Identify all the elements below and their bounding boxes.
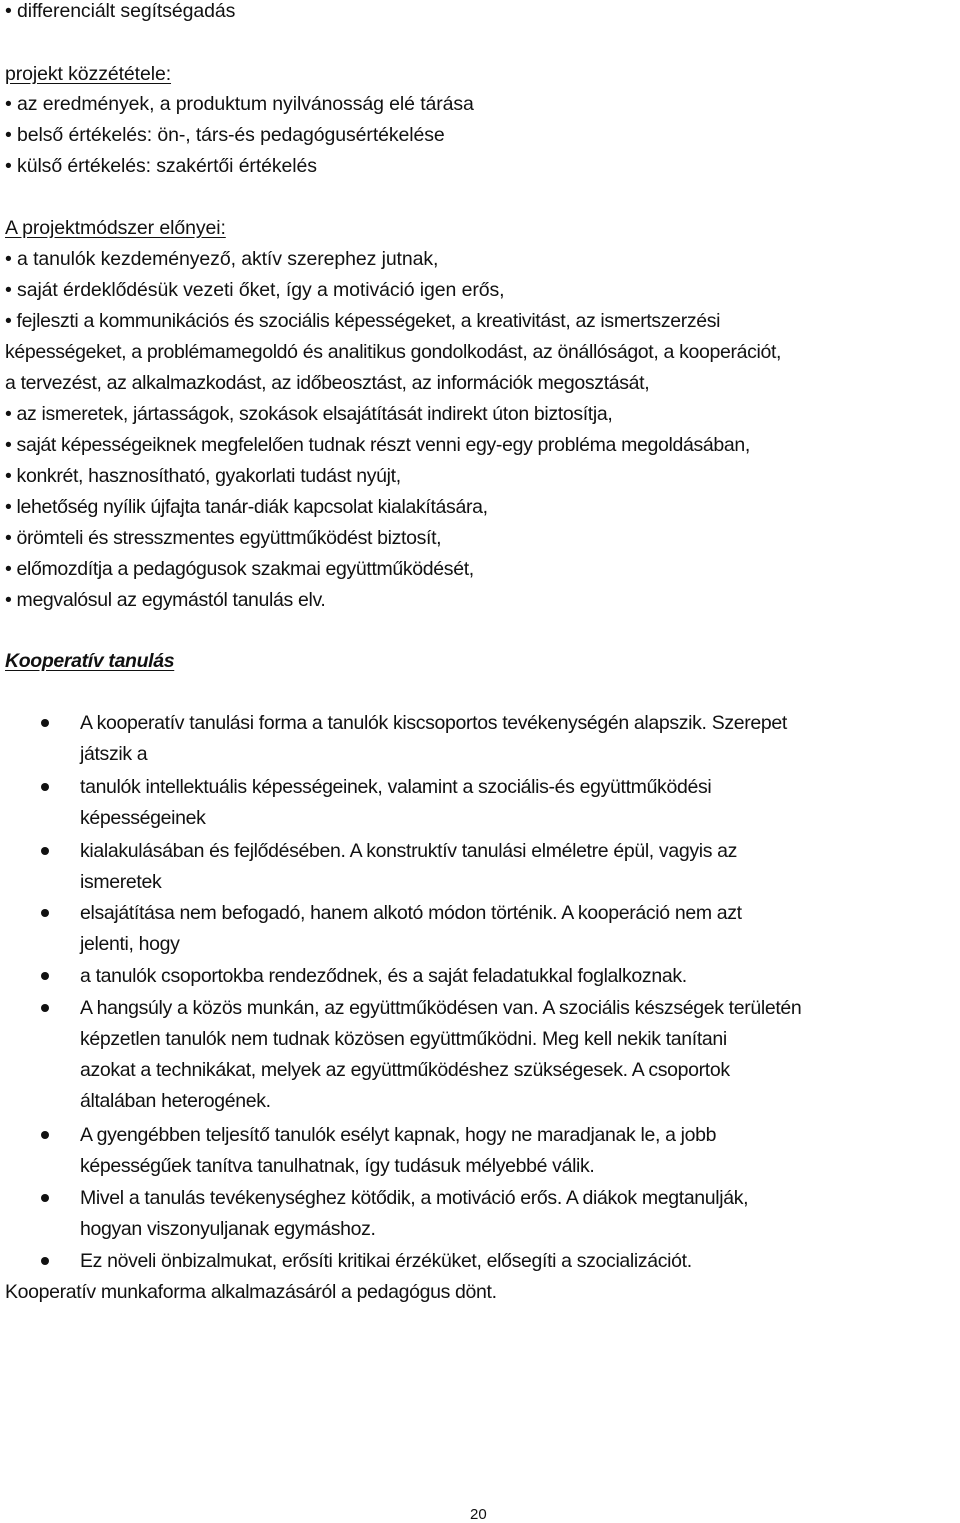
list-item: • az eredmények, a produktum nyilvánosság elé tárása [5, 93, 474, 115]
list-item: • megvalósul az egymástól tanulás elv. [5, 589, 326, 611]
list-item-line: tanulók intellektuális képességeinek, valamint a szociális-és együttműködési [80, 776, 712, 798]
list-item-line: képességűek tanítva tanulhatnak, így tudásuk mélyebbé válik. [80, 1155, 595, 1177]
list-item-line: A gyengébben teljesítő tanulók esélyt kapnak, hogy ne maradjanak le, a jobb [80, 1124, 717, 1146]
list-item: • az ismeretek, jártasságok, szokások elsajátítását indirekt úton biztosítja, [5, 403, 613, 425]
bullet-dot-icon [41, 972, 49, 980]
list-item: • külső értékelés: szakértői értékelés [5, 155, 317, 177]
list-item: • saját érdeklődésük vezeti őket, így a motiváció igen erős, [5, 279, 505, 301]
list-item-line: képességeinek [80, 807, 206, 829]
list-item-line: Ez növeli önbizalmukat, erősíti kritikai érzéküket, elősegíti a szocializációt. [80, 1250, 692, 1272]
list-item: • a tanulók kezdeményező, aktív szerephez jutnak, [5, 248, 439, 270]
list-item-line: Mivel a tanulás tevékenységhez kötődik, a motiváció erős. A diákok megtanulják, [80, 1187, 749, 1209]
list-item: • belső értékelés: ön-, társ-és pedagógusértékelése [5, 124, 445, 146]
page-number: 20 [470, 1506, 487, 1523]
bullet-dot-icon [41, 1257, 49, 1265]
section-heading-kooperativ-tanulas: Kooperatív tanulás [5, 650, 175, 672]
list-item-line: kialakulásában és fejlődésében. A konstruktív tanulási elméletre épül, vagyis az [80, 840, 738, 862]
list-item: • fejleszti a kommunikációs és szociális képességeket, a kreativitást, az ismertszerzési [5, 310, 721, 332]
bullet-dot-icon [41, 1194, 49, 1202]
closing-sentence: Kooperatív munkaforma alkalmazásáról a pedagógus dönt. [5, 1281, 497, 1303]
list-item: • örömteli és stresszmentes együttműködést biztosít, [5, 527, 442, 549]
list-item: • saját képességeiknek megfelelően tudnak részt venni egy-egy probléma megoldásában, [5, 434, 750, 456]
list-item: • előmozdítja a pedagógusok szakmai együttműködését, [5, 558, 474, 580]
bullet-dot-icon [41, 783, 49, 791]
bullet-dot-icon [41, 847, 49, 855]
list-item-line: ismeretek [80, 871, 162, 893]
list-item-continuation: a tervezést, az alkalmazkodást, az időbeosztást, az információk megosztását, [5, 372, 650, 394]
list-item-line: a tanulók csoportokba rendeződnek, és a saját feladatukkal foglalkoznak. [80, 965, 687, 987]
list-item-line: játszik a [80, 743, 148, 765]
list-item: • lehetőség nyílik újfajta tanár-diák kapcsolat kialakítására, [5, 496, 488, 518]
section-heading-projektmodszer-elonyei: A projektmódszer előnyei: [5, 217, 226, 239]
list-item-line: azokat a technikákat, melyek az együttműködéshez szükségesek. A csoportok [80, 1059, 730, 1081]
bullet-dot-icon [41, 719, 49, 727]
list-item-line: általában heterogének. [80, 1090, 271, 1112]
text-line: • differenciált segítségadás [5, 0, 236, 22]
list-item: • konkrét, hasznosítható, gyakorlati tudást nyújt, [5, 465, 401, 487]
bullet-dot-icon [41, 1131, 49, 1139]
list-item-line: képzetlen tanulók nem tudnak közösen együttműködni. Meg kell nekik tanítani [80, 1028, 727, 1050]
section-heading-projekt-kozzetetele: projekt közzététele: [5, 63, 172, 85]
bullet-dot-icon [41, 1004, 49, 1012]
list-item-line: jelenti, hogy [80, 933, 180, 955]
bullet-dot-icon [41, 909, 49, 917]
list-item-line: A hangsúly a közös munkán, az együttműködésen van. A szociális készségek területén [80, 997, 802, 1019]
list-item-line: elsajátítása nem befogadó, hanem alkotó módon történik. A kooperáció nem azt [80, 902, 742, 924]
list-item-continuation: képességeket, a problémamegoldó és analitikus gondolkodást, az önállóságot, a kooperációt, [5, 341, 782, 363]
list-item-line: hogyan viszonyuljanak egymáshoz. [80, 1218, 376, 1240]
list-item-line: A kooperatív tanulási forma a tanulók kiscsoportos tevékenységén alapszik. Szerepet [80, 712, 787, 734]
